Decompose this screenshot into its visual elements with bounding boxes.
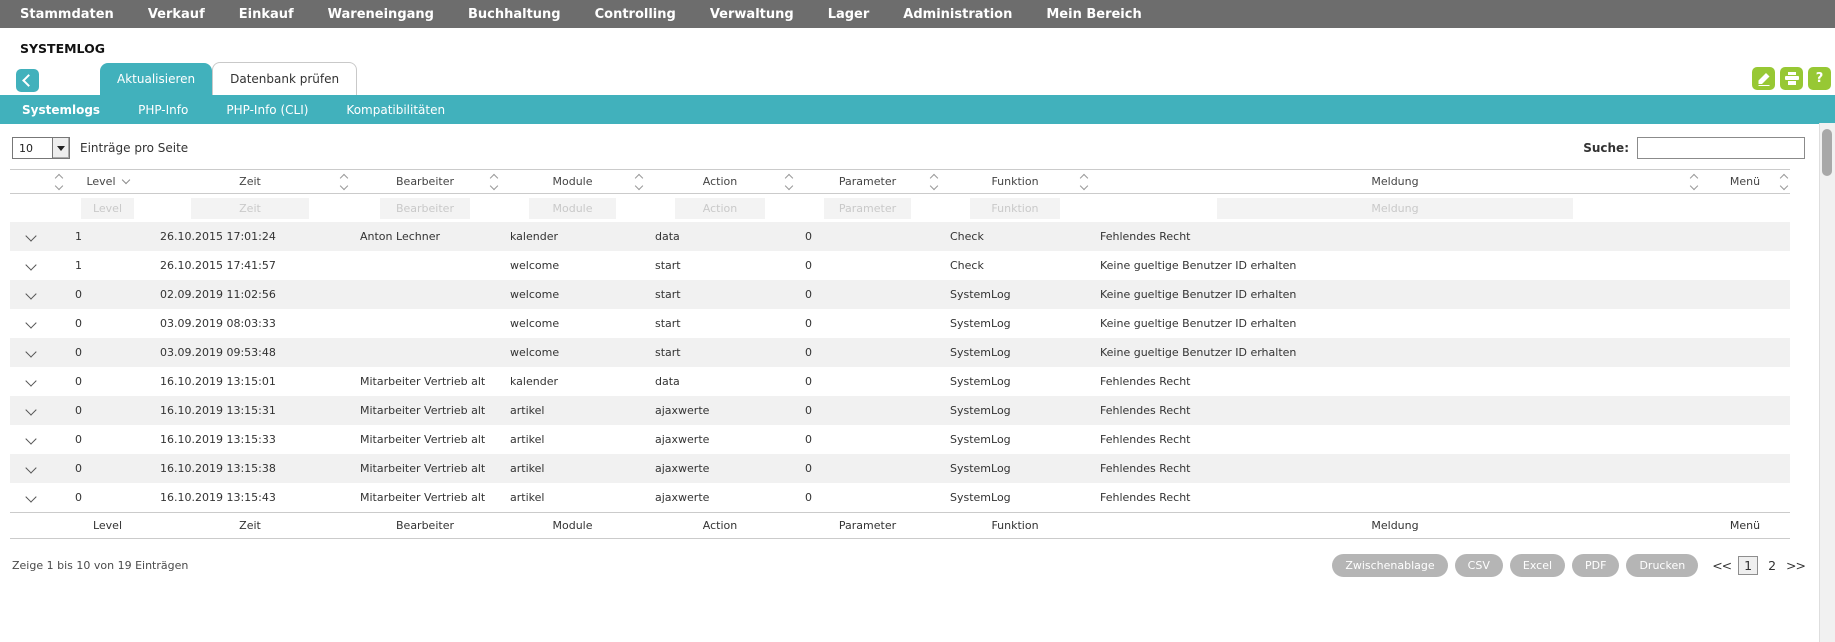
table-head [10,170,1790,223]
cell-module: welcome [510,259,560,272]
search-controls [1583,137,1805,159]
cell-action: ajaxwerte [655,404,710,417]
chevron-up-icon [635,173,643,181]
subnav-item-php-info[interactable]: PHP-Info [138,102,189,117]
subnav-item-systemlogs[interactable]: Systemlogs [22,102,101,117]
back-button[interactable] [16,69,39,92]
cell-action: start [655,259,681,272]
expand-row-icon[interactable] [25,230,36,241]
chevron-down-icon [930,181,938,189]
tab-row [0,58,1835,95]
cell-level: 0 [75,433,82,446]
sort-desc-icon [121,176,129,184]
footer-label-action: Action [645,512,795,538]
page-size-controls [10,137,188,159]
filter-row [10,194,1790,223]
column-header-parameter[interactable] [795,170,940,194]
help-button[interactable] [1808,67,1831,90]
pencil-icon [1757,72,1771,86]
footer-label-parameter: Parameter [795,512,940,538]
menu-item-stammdaten[interactable]: Stammdaten [20,6,114,22]
printer-icon [1785,72,1799,85]
footer-label-zeit: Zeit [150,512,350,538]
cell-funktion: SystemLog [950,288,1011,301]
column-header-zeit[interactable] [150,170,350,194]
cell-bearbeiter: Mitarbeiter Vertrieb alt [360,462,486,475]
sort-icon [1691,175,1697,189]
cell-level: 0 [75,317,82,330]
column-header-funktion[interactable] [940,170,1090,194]
menu-item-lager[interactable]: Lager [827,6,870,22]
cell-level: 0 [75,404,82,417]
cell-action: data [655,375,680,388]
table-foot [10,512,1790,538]
cell-funktion: SystemLog [950,433,1011,446]
header-row [10,170,1790,194]
subnav-item-kompatibilit-ten[interactable]: Kompatibilitäten [346,102,446,117]
expand-row-icon[interactable] [25,433,36,444]
chevron-up-icon [785,173,793,181]
chevron-up-icon [1690,173,1698,181]
cell-zeit: 03.09.2019 09:53:48 [160,346,276,359]
cell-module: artikel [510,404,545,417]
cell-zeit: 16.10.2019 13:15:01 [160,375,276,388]
expand-cell [10,454,65,483]
vertical-scrollbar[interactable] [1819,123,1835,642]
cell-parameter: 0 [805,317,812,330]
filter-cell-bearbeiter [350,194,500,223]
column-header-expand[interactable] [10,170,65,194]
cell-funktion: SystemLog [950,375,1011,388]
cell-meldung: Fehlendes Recht [1100,375,1191,388]
table-row [10,280,1790,309]
table-row [10,454,1790,483]
chevron-down-icon [1780,181,1788,189]
chevron-down-icon [1080,181,1088,189]
cell-module: welcome [510,317,560,330]
filter-input-module[interactable] [529,198,616,219]
cell-zeit: 16.10.2019 13:15:38 [160,462,276,475]
expand-cell [10,483,65,512]
select-arrow[interactable] [52,138,69,158]
list-controls [10,137,1805,159]
pagination-page-1[interactable]: 1 [1738,556,1758,575]
table-row [10,251,1790,280]
pagination-next[interactable]: >> [1786,557,1805,573]
cell-bearbeiter [350,251,500,280]
pagination-prev[interactable]: << [1712,557,1732,573]
page-size-select[interactable] [12,137,70,159]
cell-action: data [655,230,680,243]
cell-level: 1 [75,259,82,272]
cell-action: start [655,317,681,330]
cell-bearbeiter: Mitarbeiter Vertrieb alt [360,433,486,446]
chevron-up-icon [930,173,938,181]
filter-input-meldung[interactable] [1217,198,1574,219]
menu-item-einkauf[interactable]: Einkauf [238,6,294,22]
cell-men [1700,338,1790,367]
cell-meldung: Keine gueltige Benutzer ID erhalten [1100,346,1297,359]
sort-icon [1781,175,1787,189]
footer-label-bearbeiter: Bearbeiter [350,512,500,538]
expand-row-icon[interactable] [25,491,36,502]
table-row [10,338,1790,367]
expand-row-icon[interactable] [25,346,36,357]
filter-cell-men [1700,194,1790,223]
cell-bearbeiter [350,309,500,338]
column-label: Funktion [991,175,1039,188]
cell-funktion: Check [950,259,984,272]
cell-parameter: 0 [805,433,812,446]
cell-level: 0 [75,288,82,301]
column-header-bearbeiter[interactable] [350,170,500,194]
expand-cell [10,309,65,338]
cell-zeit: 02.09.2019 11:02:56 [160,288,276,301]
table-body [10,222,1790,512]
subnav-item-php-info-cli[interactable]: PHP-Info (CLI) [226,102,309,117]
cell-zeit: 16.10.2019 13:15:31 [160,404,276,417]
cell-funktion: SystemLog [950,317,1011,330]
cell-action: ajaxwerte [655,433,710,446]
cell-module: artikel [510,462,545,475]
cell-module: welcome [510,346,560,359]
expand-cell [10,280,65,309]
cell-men [1700,367,1790,396]
table-footer [10,554,1805,577]
chevron-up-icon [1780,173,1788,181]
table-row [10,396,1790,425]
footer-label-level: Level [65,512,150,538]
chevron-left-icon [22,74,35,87]
pagination [1712,556,1805,575]
chevron-down-icon [55,181,63,189]
sort-icon [636,175,642,189]
csv-button[interactable]: CSV [1455,554,1503,577]
pagination-page-2[interactable]: 2 [1768,557,1777,573]
expand-row-icon[interactable] [25,317,36,328]
filter-input-level[interactable] [81,198,133,219]
cell-level: 1 [75,230,82,243]
cell-men [1700,251,1790,280]
cell-funktion: SystemLog [950,404,1011,417]
expand-row-icon[interactable] [25,259,36,270]
cell-module: kalender [510,375,558,388]
zwischenablage-button[interactable]: Zwischenablage [1332,554,1447,577]
footer-label-module: Module [500,512,645,538]
cell-bearbeiter: Mitarbeiter Vertrieb alt [360,490,486,504]
column-label: Module [552,175,593,188]
sort-icon [786,175,792,189]
cell-zeit: 03.09.2019 08:03:33 [160,317,276,330]
filter-cell-meldung [1090,194,1700,223]
cell-module: artikel [510,490,545,504]
cell-men [1700,222,1790,251]
cell-meldung: Fehlendes Recht [1100,433,1191,446]
expand-cell [10,251,65,280]
column-label: Action [702,175,738,188]
cell-level: 0 [75,375,82,388]
expand-cell [10,338,65,367]
column-label: Bearbeiter [396,175,454,188]
cell-parameter: 0 [805,288,812,301]
cell-bearbeiter: Mitarbeiter Vertrieb alt [360,404,486,417]
filter-input-action[interactable] [675,198,765,219]
export-buttons [1325,554,1698,577]
cell-parameter: 0 [805,259,812,272]
expand-cell [10,222,65,251]
column-label: Zeit [239,175,261,188]
search-input[interactable] [1637,137,1805,159]
chevron-down-icon [785,181,793,189]
column-label: Parameter [838,175,897,188]
cell-level: 0 [75,346,82,359]
chevron-up-icon [490,173,498,181]
cell-zeit: 26.10.2015 17:41:57 [160,259,276,272]
cell-action: start [655,288,681,301]
cell-zeit: 16.10.2019 13:15:43 [160,490,276,504]
column-header-action[interactable] [645,170,795,194]
footer-label-funktion: Funktion [940,512,1090,538]
drucken-button[interactable]: Drucken [1626,554,1698,577]
cell-bearbeiter [350,338,500,367]
expand-cell [10,425,65,454]
chevron-down-icon [490,181,498,189]
subnav [0,95,1835,124]
chevron-down-icon [340,181,348,189]
cell-meldung: Fehlendes Recht [1100,404,1191,417]
sort-icon [341,175,347,189]
question-mark-icon: ? [1815,71,1824,86]
cell-bearbeiter: Anton Lechner [360,230,440,243]
cell-bearbeiter [350,280,500,309]
cell-men [1700,483,1790,512]
content [0,137,1835,577]
cell-meldung: Keine gueltige Benutzer ID erhalten [1100,317,1297,330]
search-label: Suche: [1583,141,1629,155]
scrollbar-thumb[interactable] [1822,129,1832,176]
cell-meldung: Fehlendes Recht [1100,490,1191,504]
filter-cell-zeit [150,194,350,223]
filter-cell-level [65,194,150,223]
expand-row-icon[interactable] [25,288,36,299]
cell-parameter: 0 [805,375,812,388]
table-row [10,425,1790,454]
menu-item-controlling[interactable]: Controlling [594,6,676,22]
table-row [10,367,1790,396]
sort-icon [931,175,937,189]
column-header-level[interactable] [65,170,150,194]
filter-input-funktion[interactable] [970,198,1060,219]
cell-action: ajaxwerte [655,490,710,504]
column-label: Menü [1729,175,1761,188]
page-size-value: 10 [19,141,33,155]
footer-cell-expand [10,512,65,538]
menu-item-verwaltung[interactable]: Verwaltung [709,6,794,22]
cell-meldung: Keine gueltige Benutzer ID erhalten [1100,288,1297,301]
excel-button[interactable]: Excel [1510,554,1565,577]
cell-parameter: 0 [805,490,812,504]
table-row [10,222,1790,251]
footer-label-meldung: Meldung [1090,512,1700,538]
sort-icon [1081,175,1087,189]
column-label: Level [86,175,116,188]
pdf-button[interactable]: PDF [1572,554,1619,577]
chevron-down-icon [1690,181,1698,189]
cell-parameter: 0 [805,230,812,243]
cell-level: 0 [75,490,82,504]
action-icons [1752,67,1831,90]
cell-funktion: Check [950,230,984,243]
page-title: SYSTEMLOG [20,41,105,56]
cell-module: kalender [510,230,558,243]
menu-item-administration[interactable]: Administration [903,6,1013,22]
cell-men [1700,280,1790,309]
cell-action: ajaxwerte [655,462,710,475]
table-row [10,309,1790,338]
menu-item-mein-bereich[interactable]: Mein Bereich [1046,6,1142,22]
menubar [0,0,1835,28]
filter-cell-parameter [795,194,940,223]
column-header-meldung[interactable] [1090,170,1700,194]
cell-module: welcome [510,288,560,301]
filter-cell-funktion [940,194,1090,223]
chevron-down-icon [635,181,643,189]
sort-icon [491,175,497,189]
table-row [10,483,1790,512]
expand-cell [10,396,65,425]
sort-icon [56,175,62,189]
cell-zeit: 26.10.2015 17:01:24 [160,230,276,243]
chevron-up-icon [1080,173,1088,181]
footer-actions [1325,554,1805,577]
expand-cell [10,367,65,396]
cell-parameter: 0 [805,462,812,475]
filter-input-parameter[interactable] [824,198,911,219]
edit-button[interactable] [1752,67,1775,90]
cell-meldung: Fehlendes Recht [1100,462,1191,475]
cell-action: start [655,346,681,359]
column-header-men[interactable] [1700,170,1790,194]
filter-cell-module [500,194,645,223]
entries-info: Zeige 1 bis 10 von 19 Einträgen [12,558,189,572]
filter-input-zeit[interactable] [191,198,310,219]
footer-label-row [10,512,1790,538]
caret-down-icon [57,146,65,151]
menu-item-verkauf[interactable]: Verkauf [147,6,205,22]
systemlog-table [10,169,1790,539]
cell-men [1700,396,1790,425]
cell-funktion: SystemLog [950,462,1011,475]
cell-parameter: 0 [805,404,812,417]
filter-cell-action [645,194,795,223]
cell-bearbeiter: Mitarbeiter Vertrieb alt [360,375,486,388]
print-button[interactable] [1780,67,1803,90]
tab-aktualisieren[interactable]: Aktualisieren [100,63,212,95]
cell-funktion: SystemLog [950,490,1011,504]
cell-men [1700,454,1790,483]
filter-cell-expand [10,194,65,223]
page-size-label: Einträge pro Seite [80,141,189,155]
expand-row-icon[interactable] [25,404,36,415]
tab-datenbank-pr-fen[interactable]: Datenbank prüfen [212,62,357,95]
menu-item-wareneingang[interactable]: Wareneingang [327,6,434,22]
cell-zeit: 16.10.2019 13:15:33 [160,433,276,446]
cell-men [1700,425,1790,454]
footer-label-men: Menü [1700,512,1790,538]
chevron-up-icon [55,173,63,181]
cell-parameter: 0 [805,346,812,359]
tabs-container [100,62,357,95]
column-header-module[interactable] [500,170,645,194]
filter-input-bearbeiter[interactable] [380,198,470,219]
cell-meldung: Keine gueltige Benutzer ID erhalten [1100,259,1297,272]
cell-men [1700,309,1790,338]
expand-row-icon[interactable] [25,462,36,473]
cell-funktion: SystemLog [950,346,1011,359]
menu-item-buchhaltung[interactable]: Buchhaltung [467,6,561,22]
cell-level: 0 [75,462,82,475]
column-label: Meldung [1371,175,1419,188]
cell-meldung: Fehlendes Recht [1100,230,1191,243]
expand-row-icon[interactable] [25,375,36,386]
cell-module: artikel [510,433,545,446]
chevron-up-icon [340,173,348,181]
